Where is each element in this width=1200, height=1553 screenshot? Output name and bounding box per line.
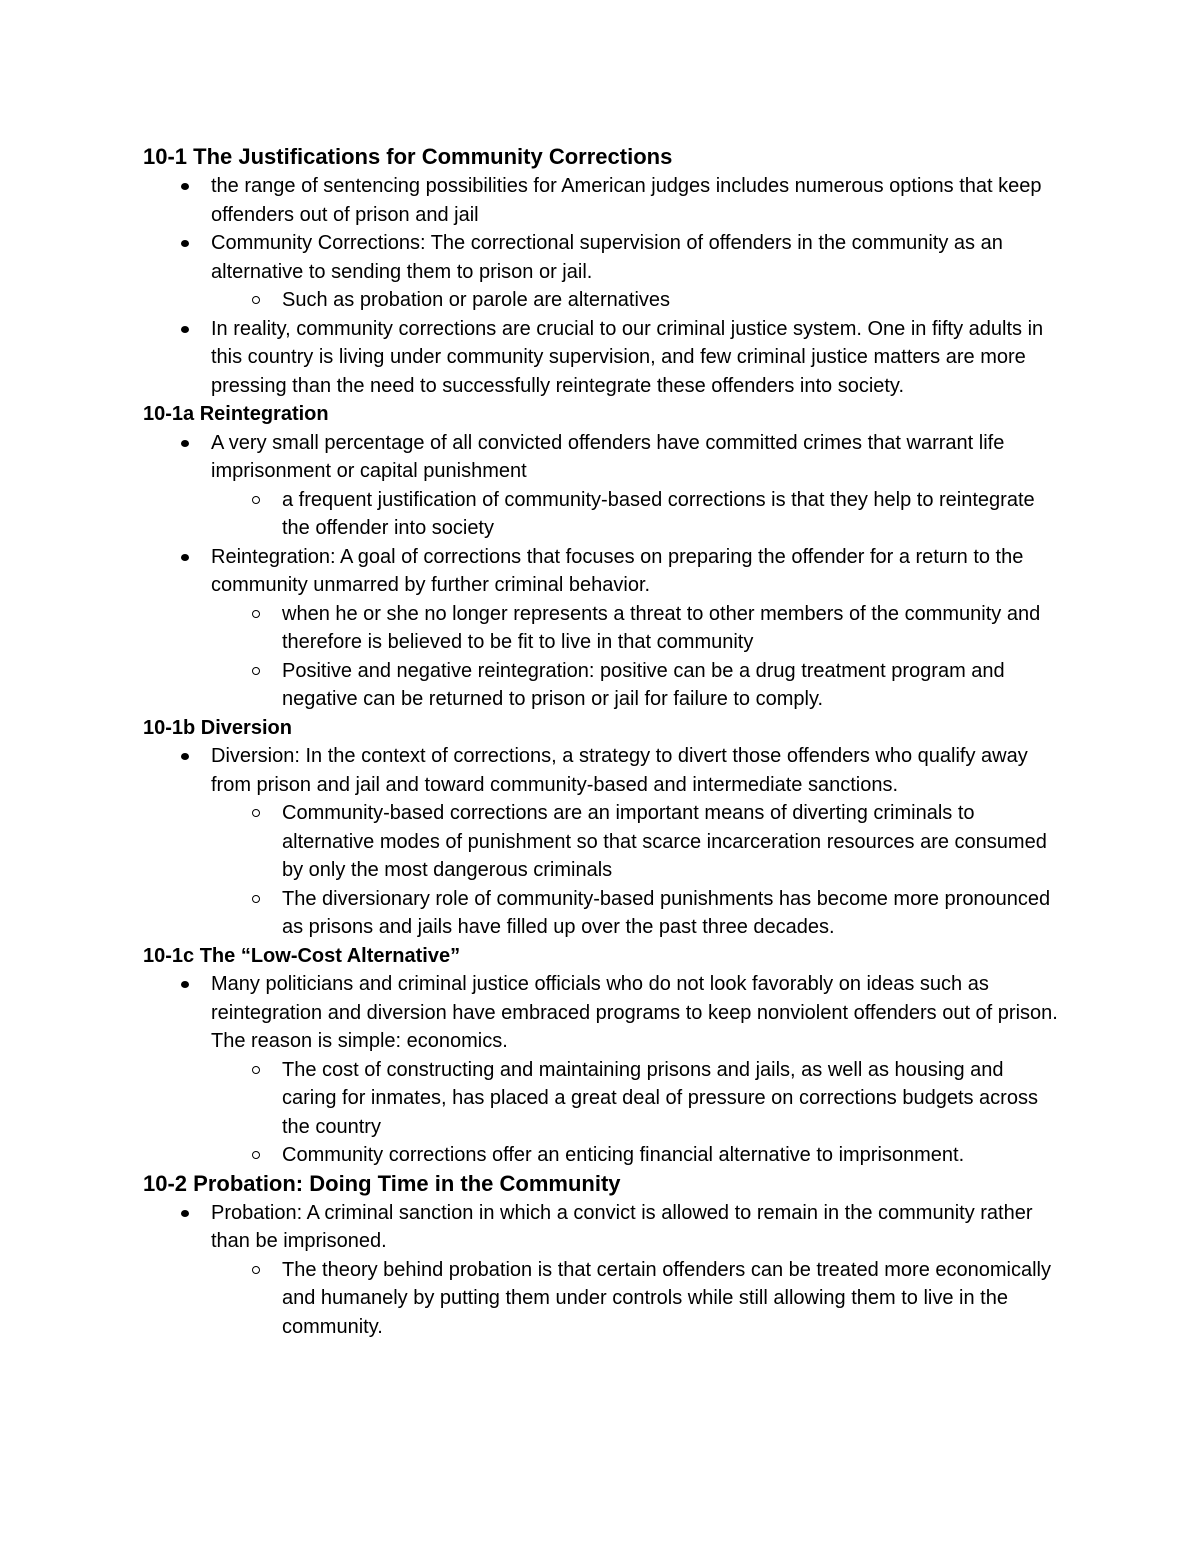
section-heading: 10-1b Diversion: [143, 716, 292, 739]
section: [143, 942, 1063, 1170]
list-item-text: Community Corrections: The correctional supervision of offenders in the community as an alternative to sending them to prison or jail.: [211, 232, 1003, 283]
list-item: [143, 657, 1063, 714]
list-item: [143, 286, 1063, 315]
list-item-text: Community-based corrections are an important means of diverting criminals to alternative modes of punishment so that scarce incarceration resources are consumed by only the most dangerous criminals: [282, 802, 1047, 881]
list-item: [143, 742, 1063, 799]
hollow-circle-bullet-icon: [252, 895, 260, 903]
hollow-circle-bullet-icon: [252, 296, 260, 304]
list-item: [143, 1256, 1063, 1342]
list-item: [143, 970, 1063, 1056]
hollow-circle-bullet-icon: [252, 1151, 260, 1159]
document-content: [143, 143, 1063, 1341]
list-item: [143, 543, 1063, 600]
list-item-text: A very small percentage of all convicted offenders have committed crimes that warrant life imprisonment or capital punishment: [211, 431, 1005, 482]
list-item-text: when he or she no longer represents a threat to other members of the community and therefore is believed to be fit to live in that community: [282, 602, 1041, 653]
list-item: [143, 885, 1063, 942]
filled-circle-bullet-icon: [181, 554, 189, 561]
section-heading: 10-1 The Justifications for Community Corrections: [143, 144, 673, 169]
section-heading: 10-1a Reintegration: [143, 403, 329, 425]
list-item: [143, 486, 1063, 543]
hollow-circle-bullet-icon: [252, 1266, 260, 1274]
list-item: [143, 172, 1063, 229]
hollow-circle-bullet-icon: [252, 809, 260, 817]
hollow-circle-bullet-icon: [252, 610, 260, 618]
list-item: [143, 315, 1063, 401]
list-item-text: the range of sentencing possibilities for American judges includes numerous options that keep offenders out of prison and jail: [211, 175, 1042, 226]
section: [143, 1170, 1063, 1342]
section: [143, 400, 1063, 714]
filled-circle-bullet-icon: [181, 753, 189, 760]
hollow-circle-bullet-icon: [252, 667, 260, 675]
list-item-text: Community corrections offer an enticing financial alternative to imprisonment.: [282, 1144, 965, 1166]
list-item-text: In reality, community corrections are crucial to our criminal justice system. One in fifty adults in this country is living under community supervision, and few criminal justice matters are more pressing than the need to successfully reintegrate these offenders into society.: [211, 317, 1044, 397]
filled-circle-bullet-icon: [181, 1210, 189, 1217]
section-heading: 10-2 Probation: Doing Time in the Community: [143, 1170, 621, 1196]
hollow-circle-bullet-icon: [252, 496, 260, 504]
list-item-text: Probation: A criminal sanction in which a convict is allowed to remain in the community rather than be imprisoned.: [211, 1201, 1033, 1252]
list-item-text: Reintegration: A goal of corrections that focuses on preparing the offender for a return to the community unmarred by further criminal behavior.: [211, 545, 1024, 596]
section: [143, 714, 1063, 942]
list-item: [143, 1141, 1063, 1170]
list-item-text: Positive and negative reintegration: positive can be a drug treatment program and negative can be returned to prison or jail for failure to comply.: [282, 659, 1005, 710]
list-item: [143, 429, 1063, 486]
list-item-text: The theory behind probation is that certain offenders can be treated more economically and humanely by putting them under controls while still allowing them to live in the community.: [282, 1258, 1051, 1338]
filled-circle-bullet-icon: [181, 440, 189, 447]
list-item: [143, 600, 1063, 657]
list-item: [143, 1056, 1063, 1142]
filled-circle-bullet-icon: [181, 240, 189, 247]
list-item-text: Such as probation or parole are alternatives: [282, 289, 671, 311]
list-item: [143, 1199, 1063, 1256]
list-item-text: The cost of constructing and maintaining prisons and jails, as well as housing and caring for inmates, has placed a great deal of pressure on corrections budgets across the country: [282, 1058, 1038, 1138]
list-item-text: Diversion: In the context of corrections, a strategy to divert those offenders who qualify away from prison and jail and toward community-based and intermediate sanctions.: [211, 745, 1028, 796]
hollow-circle-bullet-icon: [252, 1066, 260, 1074]
list-item-text: Many politicians and criminal justice officials who do not look favorably on ideas such as reintegration and diversion have embraced programs to keep nonviolent offenders out of prison. The reason is simple: economics.: [211, 973, 1058, 1052]
section: [143, 143, 1063, 400]
section-heading: 10-1c The “Low-Cost Alternative”: [143, 944, 461, 967]
filled-circle-bullet-icon: [181, 183, 189, 190]
list-item: [143, 799, 1063, 885]
list-item-text: The diversionary role of community-based punishments has become more pronounced as prisons and jails have filled up over the past three decades.: [282, 887, 1051, 938]
filled-circle-bullet-icon: [181, 981, 189, 988]
filled-circle-bullet-icon: [181, 326, 189, 333]
list-item-text: a frequent justification of community-based corrections is that they help to reintegrate the offender into society: [282, 488, 1035, 539]
list-item: [143, 229, 1063, 286]
